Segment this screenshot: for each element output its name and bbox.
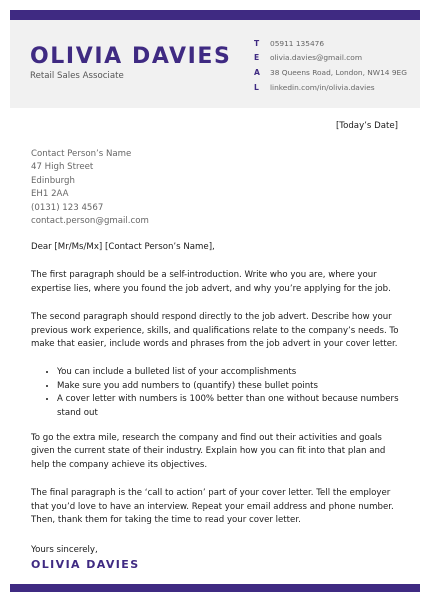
paragraph-1: The first paragraph should be a self-introduction. Write who you are, where your expertise lies, where you found the job advert, and why you’re applying for the job. <box>31 270 391 294</box>
accomplishments-list <box>31 366 401 420</box>
list-item: • Make sure you add numbers to (quantify) these bullet points <box>57 380 401 393</box>
contact-label-address: A <box>254 67 260 77</box>
contact-label-linkedin: L <box>254 82 259 92</box>
phone-number: 05911 135476 <box>270 38 325 48</box>
applicant-name: OLIVIA DAVIES <box>30 44 232 69</box>
list-item: • A cover letter with numbers is 100% better than one without because numbers stand out <box>57 393 401 420</box>
paragraph-3: To go the extra mile, research the company and find out their activities and goals given the current state of their industry. Explain how you can fit into that plan and help the company achieve its objectives. <box>31 433 386 470</box>
contact-row-address <box>254 65 414 80</box>
top-accent-bar <box>10 10 420 20</box>
recipient-postcode: EH1 2AA <box>31 189 69 200</box>
paragraph-2: The second paragraph should respond directly to the job advert. Describe how your previous work experience, skills, and qualifications relate to the company’s needs. To make that easier, include words and phrases from the job advert in your cover letter. <box>31 312 399 350</box>
signature-name: OLIVIA DAVIES <box>31 558 140 571</box>
recipient-city: Edinburgh <box>31 175 75 186</box>
contact-list <box>254 36 414 94</box>
recipient-phone: (0131) 123 4567 <box>31 202 104 213</box>
contact-label-phone: T <box>254 38 260 48</box>
postal-address: 38 Queens Road, London, NW14 9EG <box>270 67 407 77</box>
paragraph-4: The final paragraph is the ‘call to action’ part of your cover letter. Tell the employer that you’d love to have an interview. Repeat your email address and phone number. Then, thank them for taking the time to read your cover letter. <box>31 488 394 526</box>
bottom-accent-bar <box>10 584 420 592</box>
recipient-address <box>31 148 149 228</box>
header-panel <box>10 20 420 108</box>
contact-label-email: E <box>254 53 260 63</box>
linkedin-url: linkedin.com/in/olivia.davies <box>270 82 375 92</box>
job-title: Retail Sales Associate <box>30 71 124 81</box>
signoff: Yours sincerely, <box>31 545 98 555</box>
contact-row-phone <box>254 36 414 51</box>
recipient-name: Contact Person’s Name <box>31 149 132 159</box>
letter-body <box>31 241 401 543</box>
recipient-email: contact.person@gmail.com <box>31 215 149 226</box>
letter-date: [Today’s Date] <box>335 121 398 131</box>
list-item: • You can include a bulleted list of your accomplishments <box>57 366 401 379</box>
recipient-street: 47 High Street <box>31 162 94 173</box>
contact-row-email <box>254 51 414 66</box>
salutation: Dear [Mr/Ms/Mx] [Contact Person’s Name], <box>31 242 215 252</box>
contact-row-linkedin <box>254 80 414 95</box>
email-address: olivia.davies@gmail.com <box>270 53 363 63</box>
